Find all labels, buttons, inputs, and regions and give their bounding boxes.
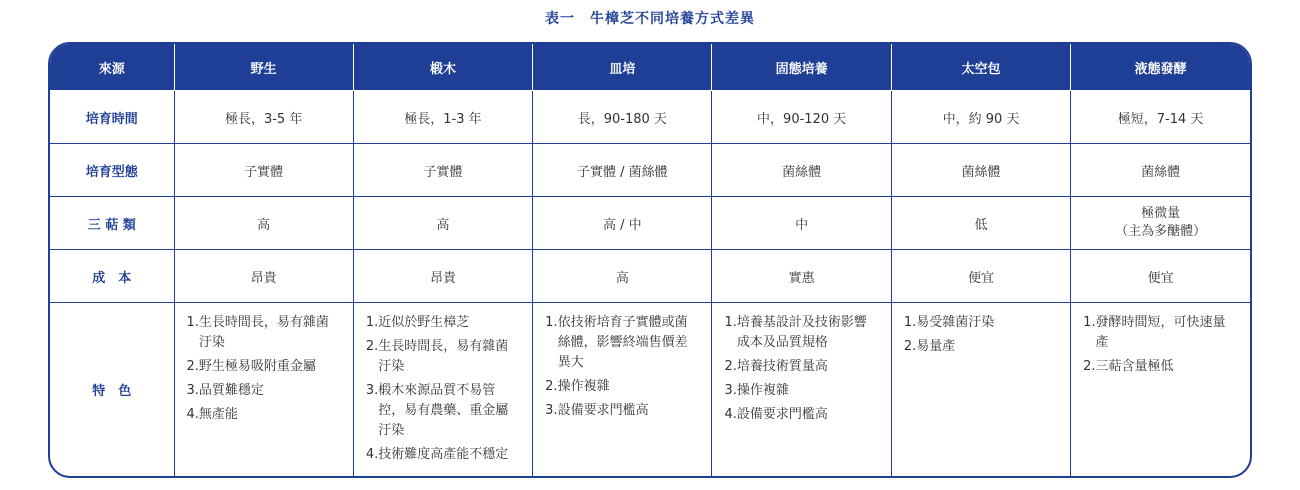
feature-text: 易量產	[916, 339, 956, 354]
feature-text: 野生極易吸附重金屬	[198, 359, 316, 374]
feature-text: 椴木來源品質不易管控，易有農藥、重金屬汙染	[378, 383, 509, 438]
row-label: 三 萜 類	[50, 197, 174, 250]
feature-item	[545, 313, 699, 373]
header-row	[50, 44, 1250, 91]
feature-number: 4.	[365, 447, 379, 462]
table-cell: 高	[174, 197, 353, 250]
feature-item	[724, 381, 878, 401]
feature-number: 2.	[545, 379, 558, 394]
feature-text: 技術難度高產能不穩定	[378, 447, 509, 462]
row-label: 培育時間	[50, 91, 174, 144]
features-row	[50, 303, 1250, 477]
table-cell: 長，90-180 天	[533, 91, 712, 144]
table-cell: 便宜	[1071, 250, 1250, 303]
table-cell: 菌絲體	[891, 144, 1070, 197]
feature-text: 近似於野生樟芝	[378, 315, 470, 330]
comparison-table	[48, 42, 1252, 478]
feature-text: 培養技術質量高	[736, 359, 828, 374]
table-cell: 極短，7-14 天	[1071, 91, 1250, 144]
feature-number: 4.	[724, 407, 737, 422]
cell-line: 極微量	[1141, 206, 1181, 221]
features-cell	[1071, 303, 1250, 477]
feature-number: 2.	[1083, 359, 1096, 374]
feature-text: 生長時間長，易有雜菌汙染	[378, 339, 509, 374]
feature-item	[724, 405, 878, 425]
features-cell	[174, 303, 353, 477]
feature-number: 1.	[903, 315, 917, 330]
table-cell	[1071, 197, 1250, 250]
feature-text: 設備要求門檻高	[736, 407, 828, 422]
table-row	[50, 197, 1250, 250]
feature-text: 品質難穩定	[198, 383, 264, 398]
feature-item	[187, 313, 341, 353]
header-cell-liquid-fermentation: 液態發酵	[1071, 44, 1250, 91]
features-cell	[353, 303, 532, 477]
feature-item	[724, 357, 878, 377]
features-cell	[533, 303, 712, 477]
feature-item	[1083, 357, 1238, 377]
header-cell-log: 椴木	[353, 44, 532, 91]
table-cell: 中	[712, 197, 891, 250]
table-cell: 子實體 / 菌絲體	[533, 144, 712, 197]
features-cell	[712, 303, 891, 477]
table-row	[50, 91, 1250, 144]
row-label: 培育型態	[50, 144, 174, 197]
feature-number: 1.	[186, 315, 199, 330]
table-row	[50, 144, 1250, 197]
feature-item	[366, 337, 520, 377]
feature-number: 1.	[545, 315, 558, 330]
feature-number: 1.	[1083, 315, 1096, 330]
header-cell-dish: 皿培	[533, 44, 712, 91]
table-cell: 子實體	[353, 144, 532, 197]
feature-text: 設備要求門檻高	[557, 403, 649, 418]
feature-number: 1.	[724, 315, 737, 330]
row-label: 成 本	[50, 250, 174, 303]
table-cell: 中，約 90 天	[891, 91, 1070, 144]
feature-number: 3.	[545, 403, 558, 418]
feature-text: 生長時間長，易有雜菌汙染	[198, 315, 329, 350]
header-cell-source: 來源	[50, 44, 174, 91]
table-cell: 低	[891, 197, 1070, 250]
feature-number: 3.	[365, 383, 379, 398]
feature-item	[545, 401, 699, 421]
table-cell: 昂貴	[174, 250, 353, 303]
feature-text: 無產能	[198, 407, 238, 422]
table-cell: 極長，3-5 年	[174, 91, 353, 144]
table-cell: 子實體	[174, 144, 353, 197]
feature-text: 操作複雜	[557, 379, 610, 394]
table-cell: 極長，1-3 年	[353, 91, 532, 144]
table-title: 表一 牛樟芝不同培養方式差異	[545, 11, 755, 27]
feature-item	[187, 405, 341, 425]
feature-text: 操作複雜	[736, 383, 789, 398]
feature-item	[187, 381, 341, 401]
feature-number: 2.	[724, 359, 737, 374]
table-row	[50, 250, 1250, 303]
feature-number: 2.	[186, 359, 199, 374]
table-cell: 昂貴	[353, 250, 532, 303]
table-cell: 中，90-120 天	[712, 91, 891, 144]
header-cell-wild: 野生	[174, 44, 353, 91]
feature-item	[545, 377, 699, 397]
table-cell: 實惠	[712, 250, 891, 303]
feature-item	[904, 313, 1058, 333]
feature-item	[1083, 313, 1238, 353]
table-cell: 菌絲體	[1071, 144, 1250, 197]
feature-number: 2.	[903, 339, 917, 354]
table-cell: 便宜	[891, 250, 1070, 303]
feature-text: 三萜含量極低	[1095, 359, 1174, 374]
feature-item	[187, 357, 341, 377]
feature-number: 2.	[365, 339, 379, 354]
table-cell: 高	[353, 197, 532, 250]
feature-item	[366, 445, 520, 465]
feature-text: 培養基設計及技術影響成本及品質規格	[736, 315, 867, 350]
cell-line-note: （主為多醣體）	[1115, 224, 1207, 239]
row-label: 特 色	[50, 303, 174, 477]
feature-item	[904, 337, 1058, 357]
feature-number: 4.	[186, 407, 199, 422]
features-cell	[891, 303, 1070, 477]
header-cell-solid-state: 固態培養	[712, 44, 891, 91]
feature-text: 易受雜菌汙染	[916, 315, 995, 330]
feature-text: 發酵時間短，可快速量產	[1095, 315, 1226, 350]
table-cell: 高	[533, 250, 712, 303]
table-cell: 菌絲體	[712, 144, 891, 197]
feature-number: 3.	[186, 383, 199, 398]
table-cell: 高 / 中	[533, 197, 712, 250]
header-cell-space-bag: 太空包	[891, 44, 1070, 91]
feature-text: 依技術培育子實體或菌絲體，影響終端售價差異大	[557, 315, 688, 370]
feature-item	[366, 313, 520, 333]
feature-number: 1.	[365, 315, 379, 330]
feature-number: 3.	[724, 383, 737, 398]
feature-item	[366, 381, 520, 441]
feature-item	[724, 313, 878, 353]
